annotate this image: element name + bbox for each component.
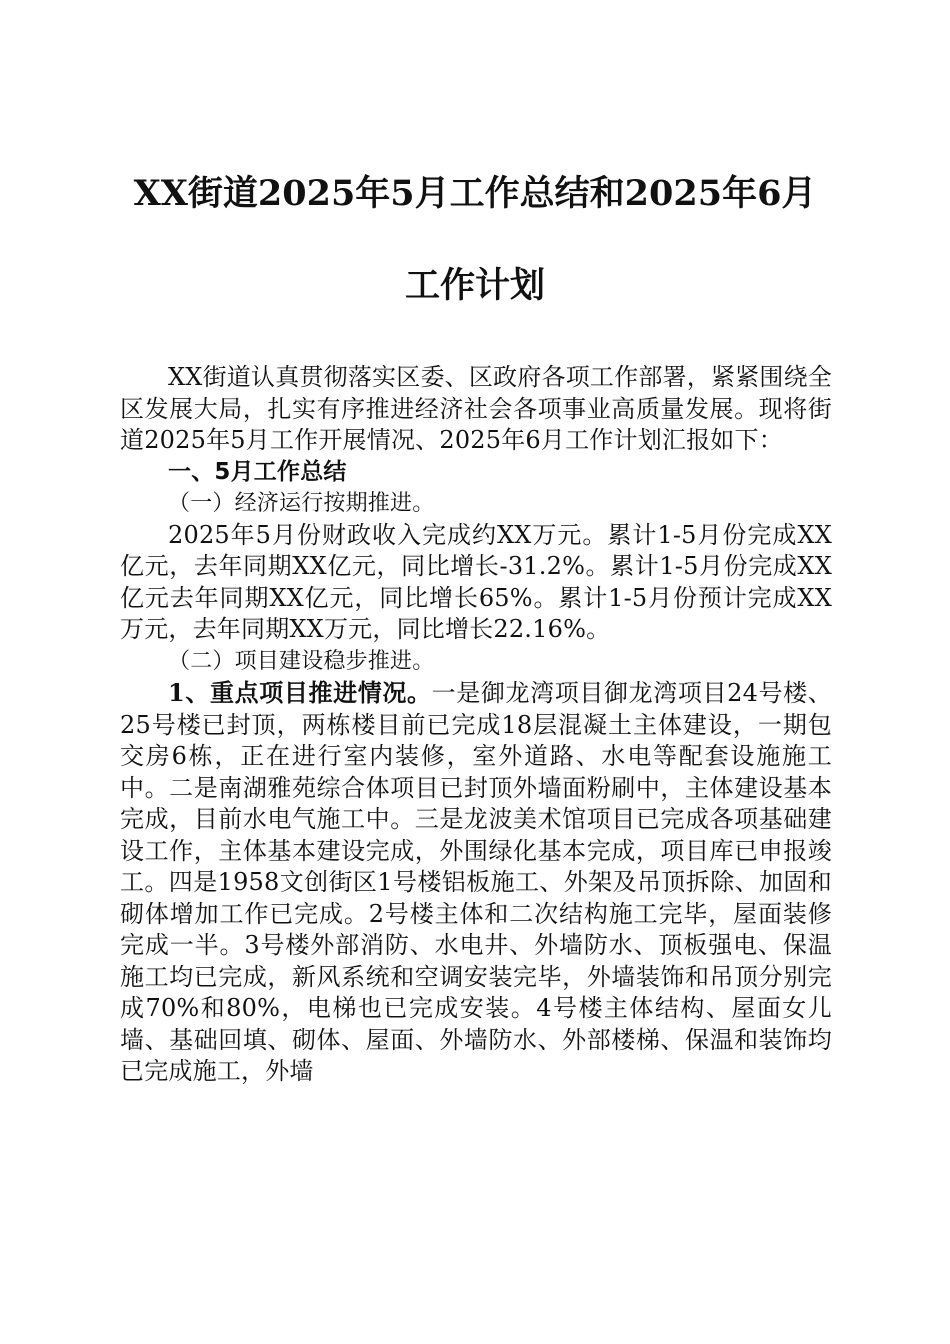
- key-projects-lead: 1、重点项目推进情况。: [168, 678, 432, 707]
- document-title-line-1: XX街道2025年5月工作总结和2025年6月: [133, 173, 817, 214]
- subsection-heading-economy: （一）经济运行按期推进。: [168, 491, 435, 516]
- section-heading-may-summary: 一、5月工作总结: [168, 458, 347, 485]
- document-body: [120, 362, 832, 1088]
- subsection-heading-projects: （二）项目建设稳步推进。: [168, 648, 435, 674]
- economy-paragraph: 2025年5月份财政收入完成约XX万元。累计1-5月份完成XX亿元，去年同期XX亿元，同比增长-31.2%。累计1-5月份完成XX亿元去年同期XX亿元，同比增长65%。累计1-5月份预计完成XX万元，去年同期XX万元，同比增长22.16%。: [120, 520, 832, 643]
- key-projects-text: 一是御龙湾项目御龙湾项目24号楼、25号楼已封顶，两栋楼目前已完成18层混凝土主体建设，一期包交房6栋，正在进行室内装修，室外道路、水电等配套设施施工中。二是南湖雅苑综合体项目已封顶外墙面粉刷中，主体建设基本完成，目前水电气施工中。三是龙波美术馆项目已完成各项基础建设工作，主体基本建设完成，外围绿化基本完成，项目库已申报竣工。四是1958文创街区1号楼铝板施工、外架及吊顶拆除、加固和砌体增加工作已完成。2号楼主体和二次结构施工完毕，屋面装修完成一半。3号楼外部消防、水电井、外墙防水、顶板强电、保温施工均已完成，新风系统和空调安装完毕，外墙装饰和吊顶分别完成70%和80%，电梯也已完成安装。4号楼主体结构、屋面女儿墙、基础回填、砌体、屋面、外墙防水、外部楼梯、保温和装饰均已完成施工，外墙: [120, 679, 832, 1085]
- document-title-line-2: 工作计划: [404, 265, 545, 306]
- intro-paragraph: XX街道认真贯彻落实区委、区政府各项工作部署，紧紧围绕全区发展大局，扎实有序推进经济社会各项事业高质量发展。现将街道2025年5月工作开展情况、2025年6月工作计划汇报如下：: [120, 363, 832, 454]
- key-projects-paragraph: [120, 677, 832, 1088]
